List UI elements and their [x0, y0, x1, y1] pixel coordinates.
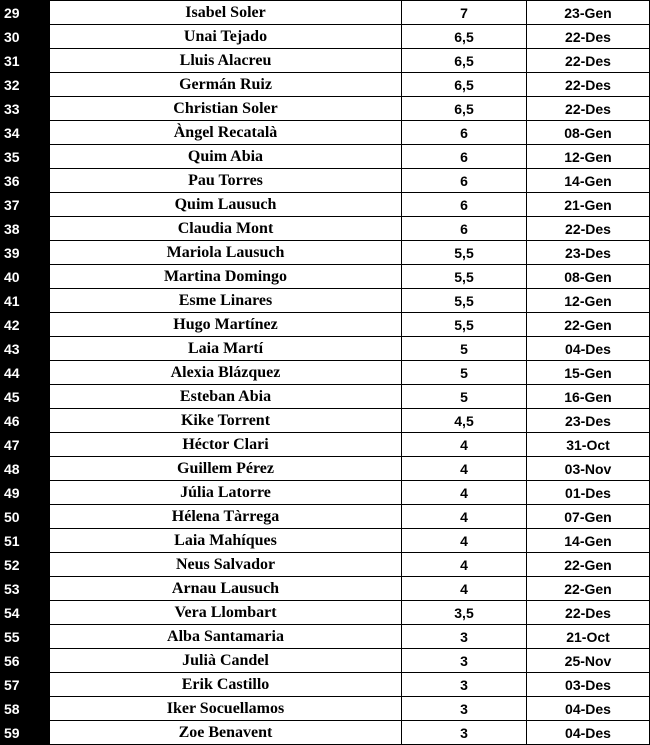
rank-cell: 56 — [1, 649, 50, 673]
table-row — [1, 625, 650, 649]
score-cell: 7 — [402, 1, 527, 25]
rank-cell: 30 — [1, 25, 50, 49]
table-row — [1, 313, 650, 337]
ranking-table-body — [1, 1, 650, 745]
score-cell: 4 — [402, 553, 527, 577]
date-cell: 12-Gen — [527, 289, 650, 313]
table-row — [1, 169, 650, 193]
rank-cell: 58 — [1, 697, 50, 721]
name-cell: Laia Mahíques — [50, 529, 402, 553]
date-cell: 23-Des — [527, 409, 650, 433]
date-cell: 21-Gen — [527, 193, 650, 217]
score-cell: 5,5 — [402, 241, 527, 265]
date-cell: 01-Des — [527, 481, 650, 505]
score-cell: 3 — [402, 625, 527, 649]
rank-cell: 32 — [1, 73, 50, 97]
name-cell: Vera Llombart — [50, 601, 402, 625]
rank-cell: 33 — [1, 97, 50, 121]
score-cell: 4 — [402, 433, 527, 457]
name-cell: Mariola Lausuch — [50, 241, 402, 265]
date-cell: 08-Gen — [527, 265, 650, 289]
score-cell: 3 — [402, 649, 527, 673]
score-cell: 6,5 — [402, 73, 527, 97]
table-row — [1, 97, 650, 121]
name-cell: Martina Domingo — [50, 265, 402, 289]
rank-cell: 37 — [1, 193, 50, 217]
date-cell: 31-Oct — [527, 433, 650, 457]
name-cell: Claudia Mont — [50, 217, 402, 241]
rank-cell: 53 — [1, 577, 50, 601]
table-row — [1, 49, 650, 73]
name-cell: Pau Torres — [50, 169, 402, 193]
date-cell: 21-Oct — [527, 625, 650, 649]
name-cell: Iker Socuellamos — [50, 697, 402, 721]
table-row — [1, 505, 650, 529]
rank-cell: 48 — [1, 457, 50, 481]
score-cell: 6 — [402, 121, 527, 145]
score-cell: 5 — [402, 337, 527, 361]
rank-cell: 35 — [1, 145, 50, 169]
score-cell: 5,5 — [402, 265, 527, 289]
rank-cell: 45 — [1, 385, 50, 409]
date-cell: 25-Nov — [527, 649, 650, 673]
rank-cell: 42 — [1, 313, 50, 337]
rank-cell: 47 — [1, 433, 50, 457]
name-cell: Christian Soler — [50, 97, 402, 121]
table-row — [1, 73, 650, 97]
date-cell: 22-Des — [527, 73, 650, 97]
table-row — [1, 433, 650, 457]
score-cell: 6 — [402, 217, 527, 241]
name-cell: Hélena Tàrrega — [50, 505, 402, 529]
date-cell: 22-Gen — [527, 577, 650, 601]
name-cell: Unai Tejado — [50, 25, 402, 49]
date-cell: 12-Gen — [527, 145, 650, 169]
rank-cell: 31 — [1, 49, 50, 73]
name-cell: Kike Torrent — [50, 409, 402, 433]
name-cell: Héctor Clari — [50, 433, 402, 457]
date-cell: 22-Gen — [527, 313, 650, 337]
table-row — [1, 193, 650, 217]
name-cell: Guillem Pérez — [50, 457, 402, 481]
score-cell: 5 — [402, 361, 527, 385]
table-row — [1, 697, 650, 721]
rank-cell: 50 — [1, 505, 50, 529]
date-cell: 22-Des — [527, 217, 650, 241]
score-cell: 5,5 — [402, 289, 527, 313]
date-cell: 22-Des — [527, 601, 650, 625]
table-row — [1, 1, 650, 25]
score-cell: 6,5 — [402, 97, 527, 121]
date-cell: 07-Gen — [527, 505, 650, 529]
score-cell: 6,5 — [402, 49, 527, 73]
name-cell: Erik Castillo — [50, 673, 402, 697]
name-cell: Àngel Recatalà — [50, 121, 402, 145]
date-cell: 04-Des — [527, 697, 650, 721]
name-cell: Quim Lausuch — [50, 193, 402, 217]
table-row — [1, 529, 650, 553]
score-cell: 6 — [402, 169, 527, 193]
date-cell: 22-Gen — [527, 553, 650, 577]
name-cell: Germán Ruiz — [50, 73, 402, 97]
date-cell: 15-Gen — [527, 361, 650, 385]
table-row — [1, 217, 650, 241]
date-cell: 03-Nov — [527, 457, 650, 481]
rank-cell: 52 — [1, 553, 50, 577]
rank-cell: 49 — [1, 481, 50, 505]
table-row — [1, 289, 650, 313]
date-cell: 23-Gen — [527, 1, 650, 25]
table-row — [1, 649, 650, 673]
name-cell: Zoe Benavent — [50, 721, 402, 745]
name-cell: Esme Linares — [50, 289, 402, 313]
table-row — [1, 241, 650, 265]
date-cell: 14-Gen — [527, 529, 650, 553]
name-cell: Alba Santamaria — [50, 625, 402, 649]
score-cell: 4 — [402, 457, 527, 481]
score-cell: 4,5 — [402, 409, 527, 433]
date-cell: 14-Gen — [527, 169, 650, 193]
name-cell: Julià Candel — [50, 649, 402, 673]
table-row — [1, 25, 650, 49]
rank-cell: 40 — [1, 265, 50, 289]
rank-cell: 51 — [1, 529, 50, 553]
score-cell: 6 — [402, 193, 527, 217]
rank-cell: 34 — [1, 121, 50, 145]
table-row — [1, 145, 650, 169]
table-row — [1, 337, 650, 361]
name-cell: Lluis Alacreu — [50, 49, 402, 73]
score-cell: 5 — [402, 385, 527, 409]
date-cell: 08-Gen — [527, 121, 650, 145]
name-cell: Neus Salvador — [50, 553, 402, 577]
rank-cell: 55 — [1, 625, 50, 649]
table-row — [1, 385, 650, 409]
score-cell: 6,5 — [402, 25, 527, 49]
name-cell: Isabel Soler — [50, 1, 402, 25]
score-cell: 3 — [402, 697, 527, 721]
rank-cell: 41 — [1, 289, 50, 313]
date-cell: 04-Des — [527, 337, 650, 361]
rank-cell: 43 — [1, 337, 50, 361]
name-cell: Quim Abia — [50, 145, 402, 169]
score-cell: 4 — [402, 529, 527, 553]
date-cell: 22-Des — [527, 97, 650, 121]
table-row — [1, 601, 650, 625]
rank-cell: 54 — [1, 601, 50, 625]
score-cell: 4 — [402, 577, 527, 601]
table-row — [1, 553, 650, 577]
rank-cell: 59 — [1, 721, 50, 745]
score-cell: 3 — [402, 721, 527, 745]
table-row — [1, 481, 650, 505]
score-cell: 4 — [402, 481, 527, 505]
name-cell: Arnau Lausuch — [50, 577, 402, 601]
date-cell: 16-Gen — [527, 385, 650, 409]
rank-cell: 57 — [1, 673, 50, 697]
table-row — [1, 673, 650, 697]
rank-cell: 36 — [1, 169, 50, 193]
table-row — [1, 577, 650, 601]
rank-cell: 39 — [1, 241, 50, 265]
rank-cell: 46 — [1, 409, 50, 433]
table-row — [1, 265, 650, 289]
rank-cell: 29 — [1, 1, 50, 25]
table-row — [1, 361, 650, 385]
date-cell: 23-Des — [527, 241, 650, 265]
score-cell: 6 — [402, 145, 527, 169]
table-row — [1, 457, 650, 481]
score-cell: 3,5 — [402, 601, 527, 625]
score-cell: 3 — [402, 673, 527, 697]
rank-cell: 38 — [1, 217, 50, 241]
rank-cell: 44 — [1, 361, 50, 385]
name-cell: Laia Martí — [50, 337, 402, 361]
name-cell: Júlia Latorre — [50, 481, 402, 505]
table-row — [1, 409, 650, 433]
table-row — [1, 121, 650, 145]
score-cell: 5,5 — [402, 313, 527, 337]
score-cell: 4 — [402, 505, 527, 529]
name-cell: Hugo Martínez — [50, 313, 402, 337]
date-cell: 03-Des — [527, 673, 650, 697]
name-cell: Esteban Abia — [50, 385, 402, 409]
date-cell: 04-Des — [527, 721, 650, 745]
table-row — [1, 721, 650, 745]
date-cell: 22-Des — [527, 49, 650, 73]
date-cell: 22-Des — [527, 25, 650, 49]
name-cell: Alexia Blázquez — [50, 361, 402, 385]
